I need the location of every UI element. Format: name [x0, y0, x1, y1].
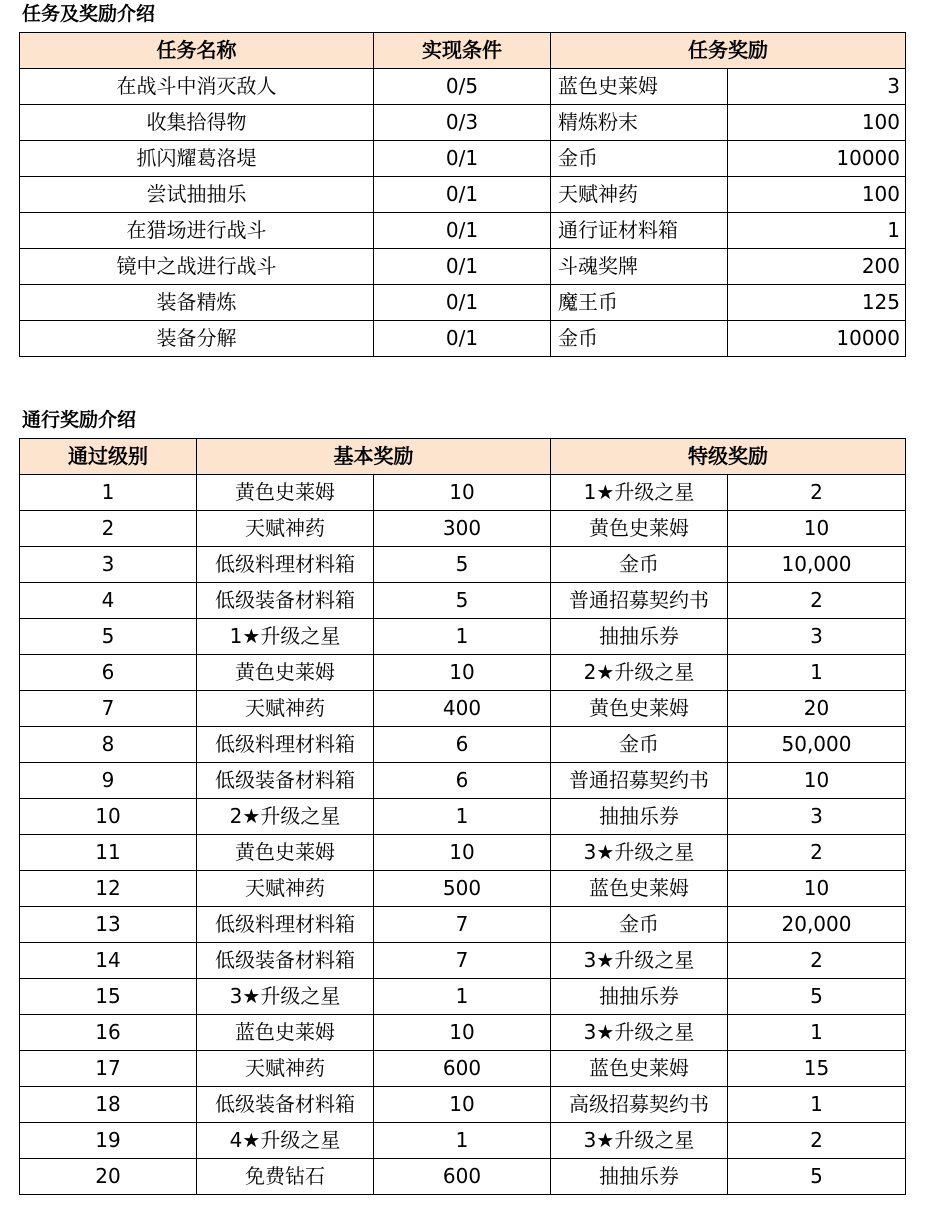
basic-reward-item: 天赋神药 [197, 511, 374, 547]
premium-reward-qty: 2 [728, 583, 906, 619]
quest-reward-item: 魔王币 [551, 285, 728, 321]
pass-row [20, 511, 906, 547]
premium-reward-item: 抽抽乐券 [551, 799, 728, 835]
pass-level: 3 [20, 547, 197, 583]
quest-name: 抓闪耀葛洛堤 [20, 141, 374, 177]
quest-reward-qty: 3 [728, 69, 906, 105]
basic-reward-item: 蓝色史莱姆 [197, 1015, 374, 1051]
premium-reward-item: 抽抽乐券 [551, 1159, 728, 1195]
premium-reward-item: 金币 [551, 547, 728, 583]
basic-reward-qty: 1 [374, 979, 551, 1015]
quest-name: 收集拾得物 [20, 105, 374, 141]
premium-reward-qty: 1 [728, 655, 906, 691]
basic-reward-item: 黄色史莱姆 [197, 835, 374, 871]
quest-reward-qty: 1 [728, 213, 906, 249]
basic-reward-item: 低级料理材料箱 [197, 547, 374, 583]
premium-reward-qty: 20 [728, 691, 906, 727]
quest-reward-table [19, 32, 906, 357]
quest-reward-item: 通行证材料箱 [551, 213, 728, 249]
quest-condition: 0/1 [374, 141, 551, 177]
basic-reward-qty: 6 [374, 727, 551, 763]
pass-row [20, 727, 906, 763]
quest-row [20, 321, 906, 357]
premium-reward-item: 1★升级之星 [551, 475, 728, 511]
quest-reward-item: 斗魂奖牌 [551, 249, 728, 285]
quest-reward-item: 精炼粉末 [551, 105, 728, 141]
basic-reward-item: 低级装备材料箱 [197, 583, 374, 619]
pass-row [20, 943, 906, 979]
basic-reward-qty: 600 [374, 1159, 551, 1195]
pass-reward-table [19, 438, 906, 1195]
premium-reward-item: 3★升级之星 [551, 1123, 728, 1159]
quest-header-row [20, 33, 906, 69]
quest-condition: 0/1 [374, 213, 551, 249]
header-premium-reward: 特级奖励 [551, 439, 906, 475]
quest-reward-qty: 100 [728, 177, 906, 213]
premium-reward-qty: 10 [728, 871, 906, 907]
basic-reward-qty: 1 [374, 799, 551, 835]
pass-level: 7 [20, 691, 197, 727]
pass-level: 1 [20, 475, 197, 511]
header-quest-name: 任务名称 [20, 33, 374, 69]
pass-row [20, 619, 906, 655]
premium-reward-qty: 2 [728, 1123, 906, 1159]
premium-reward-item: 金币 [551, 907, 728, 943]
pass-header-row [20, 439, 906, 475]
premium-reward-qty: 10,000 [728, 547, 906, 583]
basic-reward-item: 黄色史莱姆 [197, 655, 374, 691]
pass-level: 2 [20, 511, 197, 547]
basic-reward-qty: 7 [374, 943, 551, 979]
premium-reward-item: 3★升级之星 [551, 835, 728, 871]
basic-reward-qty: 10 [374, 835, 551, 871]
pass-level: 9 [20, 763, 197, 799]
quest-name: 装备分解 [20, 321, 374, 357]
pass-level: 15 [20, 979, 197, 1015]
pass-row [20, 907, 906, 943]
quest-row [20, 249, 906, 285]
pass-row [20, 1087, 906, 1123]
premium-reward-qty: 20,000 [728, 907, 906, 943]
pass-level: 4 [20, 583, 197, 619]
premium-reward-qty: 1 [728, 1087, 906, 1123]
premium-reward-item: 普通招募契约书 [551, 583, 728, 619]
basic-reward-item: 2★升级之星 [197, 799, 374, 835]
pass-row [20, 691, 906, 727]
pass-row [20, 1051, 906, 1087]
premium-reward-qty: 2 [728, 943, 906, 979]
premium-reward-item: 蓝色史莱姆 [551, 871, 728, 907]
quest-reward-item: 蓝色史莱姆 [551, 69, 728, 105]
premium-reward-qty: 1 [728, 1015, 906, 1051]
quest-condition: 0/1 [374, 321, 551, 357]
pass-row [20, 763, 906, 799]
premium-reward-qty: 5 [728, 979, 906, 1015]
quest-reward-qty: 10000 [728, 141, 906, 177]
pass-level: 17 [20, 1051, 197, 1087]
quest-reward-qty: 100 [728, 105, 906, 141]
quest-condition: 0/1 [374, 285, 551, 321]
basic-reward-item: 1★升级之星 [197, 619, 374, 655]
quest-row [20, 141, 906, 177]
pass-row [20, 1123, 906, 1159]
premium-reward-qty: 50,000 [728, 727, 906, 763]
quest-condition: 0/1 [374, 249, 551, 285]
premium-reward-item: 抽抽乐券 [551, 619, 728, 655]
header-quest-reward: 任务奖励 [551, 33, 906, 69]
pass-level: 20 [20, 1159, 197, 1195]
premium-reward-item: 3★升级之星 [551, 943, 728, 979]
basic-reward-qty: 7 [374, 907, 551, 943]
basic-reward-qty: 600 [374, 1051, 551, 1087]
basic-reward-qty: 400 [374, 691, 551, 727]
premium-reward-qty: 3 [728, 799, 906, 835]
premium-reward-item: 高级招募契约书 [551, 1087, 728, 1123]
basic-reward-qty: 5 [374, 583, 551, 619]
premium-reward-item: 普通招募契约书 [551, 763, 728, 799]
premium-reward-item: 2★升级之星 [551, 655, 728, 691]
pass-row [20, 547, 906, 583]
premium-reward-qty: 5 [728, 1159, 906, 1195]
basic-reward-item: 低级装备材料箱 [197, 943, 374, 979]
basic-reward-qty: 10 [374, 1087, 551, 1123]
quest-reward-qty: 10000 [728, 321, 906, 357]
pass-level: 14 [20, 943, 197, 979]
header-condition: 实现条件 [374, 33, 551, 69]
quest-row [20, 69, 906, 105]
pass-row [20, 655, 906, 691]
basic-reward-item: 低级装备材料箱 [197, 1087, 374, 1123]
quest-name: 尝试抽抽乐 [20, 177, 374, 213]
header-pass-level: 通过级别 [20, 439, 197, 475]
quest-row [20, 105, 906, 141]
quest-row [20, 177, 906, 213]
quest-condition: 0/3 [374, 105, 551, 141]
basic-reward-item: 天赋神药 [197, 691, 374, 727]
quest-row [20, 285, 906, 321]
basic-reward-qty: 10 [374, 1015, 551, 1051]
premium-reward-qty: 2 [728, 475, 906, 511]
quest-reward-qty: 200 [728, 249, 906, 285]
pass-row [20, 799, 906, 835]
pass-level: 10 [20, 799, 197, 835]
basic-reward-qty: 10 [374, 475, 551, 511]
basic-reward-item: 天赋神药 [197, 1051, 374, 1087]
quest-row [20, 213, 906, 249]
pass-row [20, 835, 906, 871]
pass-section-title: 通行奖励介绍 [22, 409, 137, 431]
pass-row [20, 475, 906, 511]
basic-reward-qty: 300 [374, 511, 551, 547]
quest-section-title: 任务及奖励介绍 [22, 3, 156, 25]
quest-name: 镜中之战进行战斗 [20, 249, 374, 285]
basic-reward-item: 低级料理材料箱 [197, 727, 374, 763]
basic-reward-item: 低级料理材料箱 [197, 907, 374, 943]
quest-name: 在战斗中消灭敌人 [20, 69, 374, 105]
pass-level: 18 [20, 1087, 197, 1123]
premium-reward-qty: 2 [728, 835, 906, 871]
basic-reward-item: 天赋神药 [197, 871, 374, 907]
premium-reward-item: 抽抽乐券 [551, 979, 728, 1015]
basic-reward-item: 黄色史莱姆 [197, 475, 374, 511]
basic-reward-item: 3★升级之星 [197, 979, 374, 1015]
quest-condition: 0/5 [374, 69, 551, 105]
premium-reward-item: 黄色史莱姆 [551, 511, 728, 547]
pass-row [20, 1159, 906, 1195]
pass-level: 16 [20, 1015, 197, 1051]
basic-reward-qty: 500 [374, 871, 551, 907]
basic-reward-qty: 5 [374, 547, 551, 583]
pass-row [20, 1015, 906, 1051]
premium-reward-qty: 10 [728, 763, 906, 799]
quest-name: 在猎场进行战斗 [20, 213, 374, 249]
basic-reward-item: 低级装备材料箱 [197, 763, 374, 799]
basic-reward-item: 免费钻石 [197, 1159, 374, 1195]
quest-condition: 0/1 [374, 177, 551, 213]
premium-reward-item: 3★升级之星 [551, 1015, 728, 1051]
quest-name: 装备精炼 [20, 285, 374, 321]
pass-row [20, 583, 906, 619]
pass-level: 12 [20, 871, 197, 907]
quest-reward-item: 天赋神药 [551, 177, 728, 213]
premium-reward-qty: 10 [728, 511, 906, 547]
quest-reward-qty: 125 [728, 285, 906, 321]
premium-reward-item: 蓝色史莱姆 [551, 1051, 728, 1087]
pass-row [20, 979, 906, 1015]
basic-reward-item: 4★升级之星 [197, 1123, 374, 1159]
premium-reward-item: 黄色史莱姆 [551, 691, 728, 727]
pass-level: 6 [20, 655, 197, 691]
basic-reward-qty: 10 [374, 655, 551, 691]
pass-level: 5 [20, 619, 197, 655]
premium-reward-item: 金币 [551, 727, 728, 763]
pass-level: 13 [20, 907, 197, 943]
premium-reward-qty: 3 [728, 619, 906, 655]
pass-level: 8 [20, 727, 197, 763]
pass-level: 19 [20, 1123, 197, 1159]
header-basic-reward: 基本奖励 [197, 439, 551, 475]
quest-reward-item: 金币 [551, 321, 728, 357]
basic-reward-qty: 1 [374, 619, 551, 655]
quest-reward-item: 金币 [551, 141, 728, 177]
premium-reward-qty: 15 [728, 1051, 906, 1087]
basic-reward-qty: 1 [374, 1123, 551, 1159]
basic-reward-qty: 6 [374, 763, 551, 799]
pass-level: 11 [20, 835, 197, 871]
pass-row [20, 871, 906, 907]
